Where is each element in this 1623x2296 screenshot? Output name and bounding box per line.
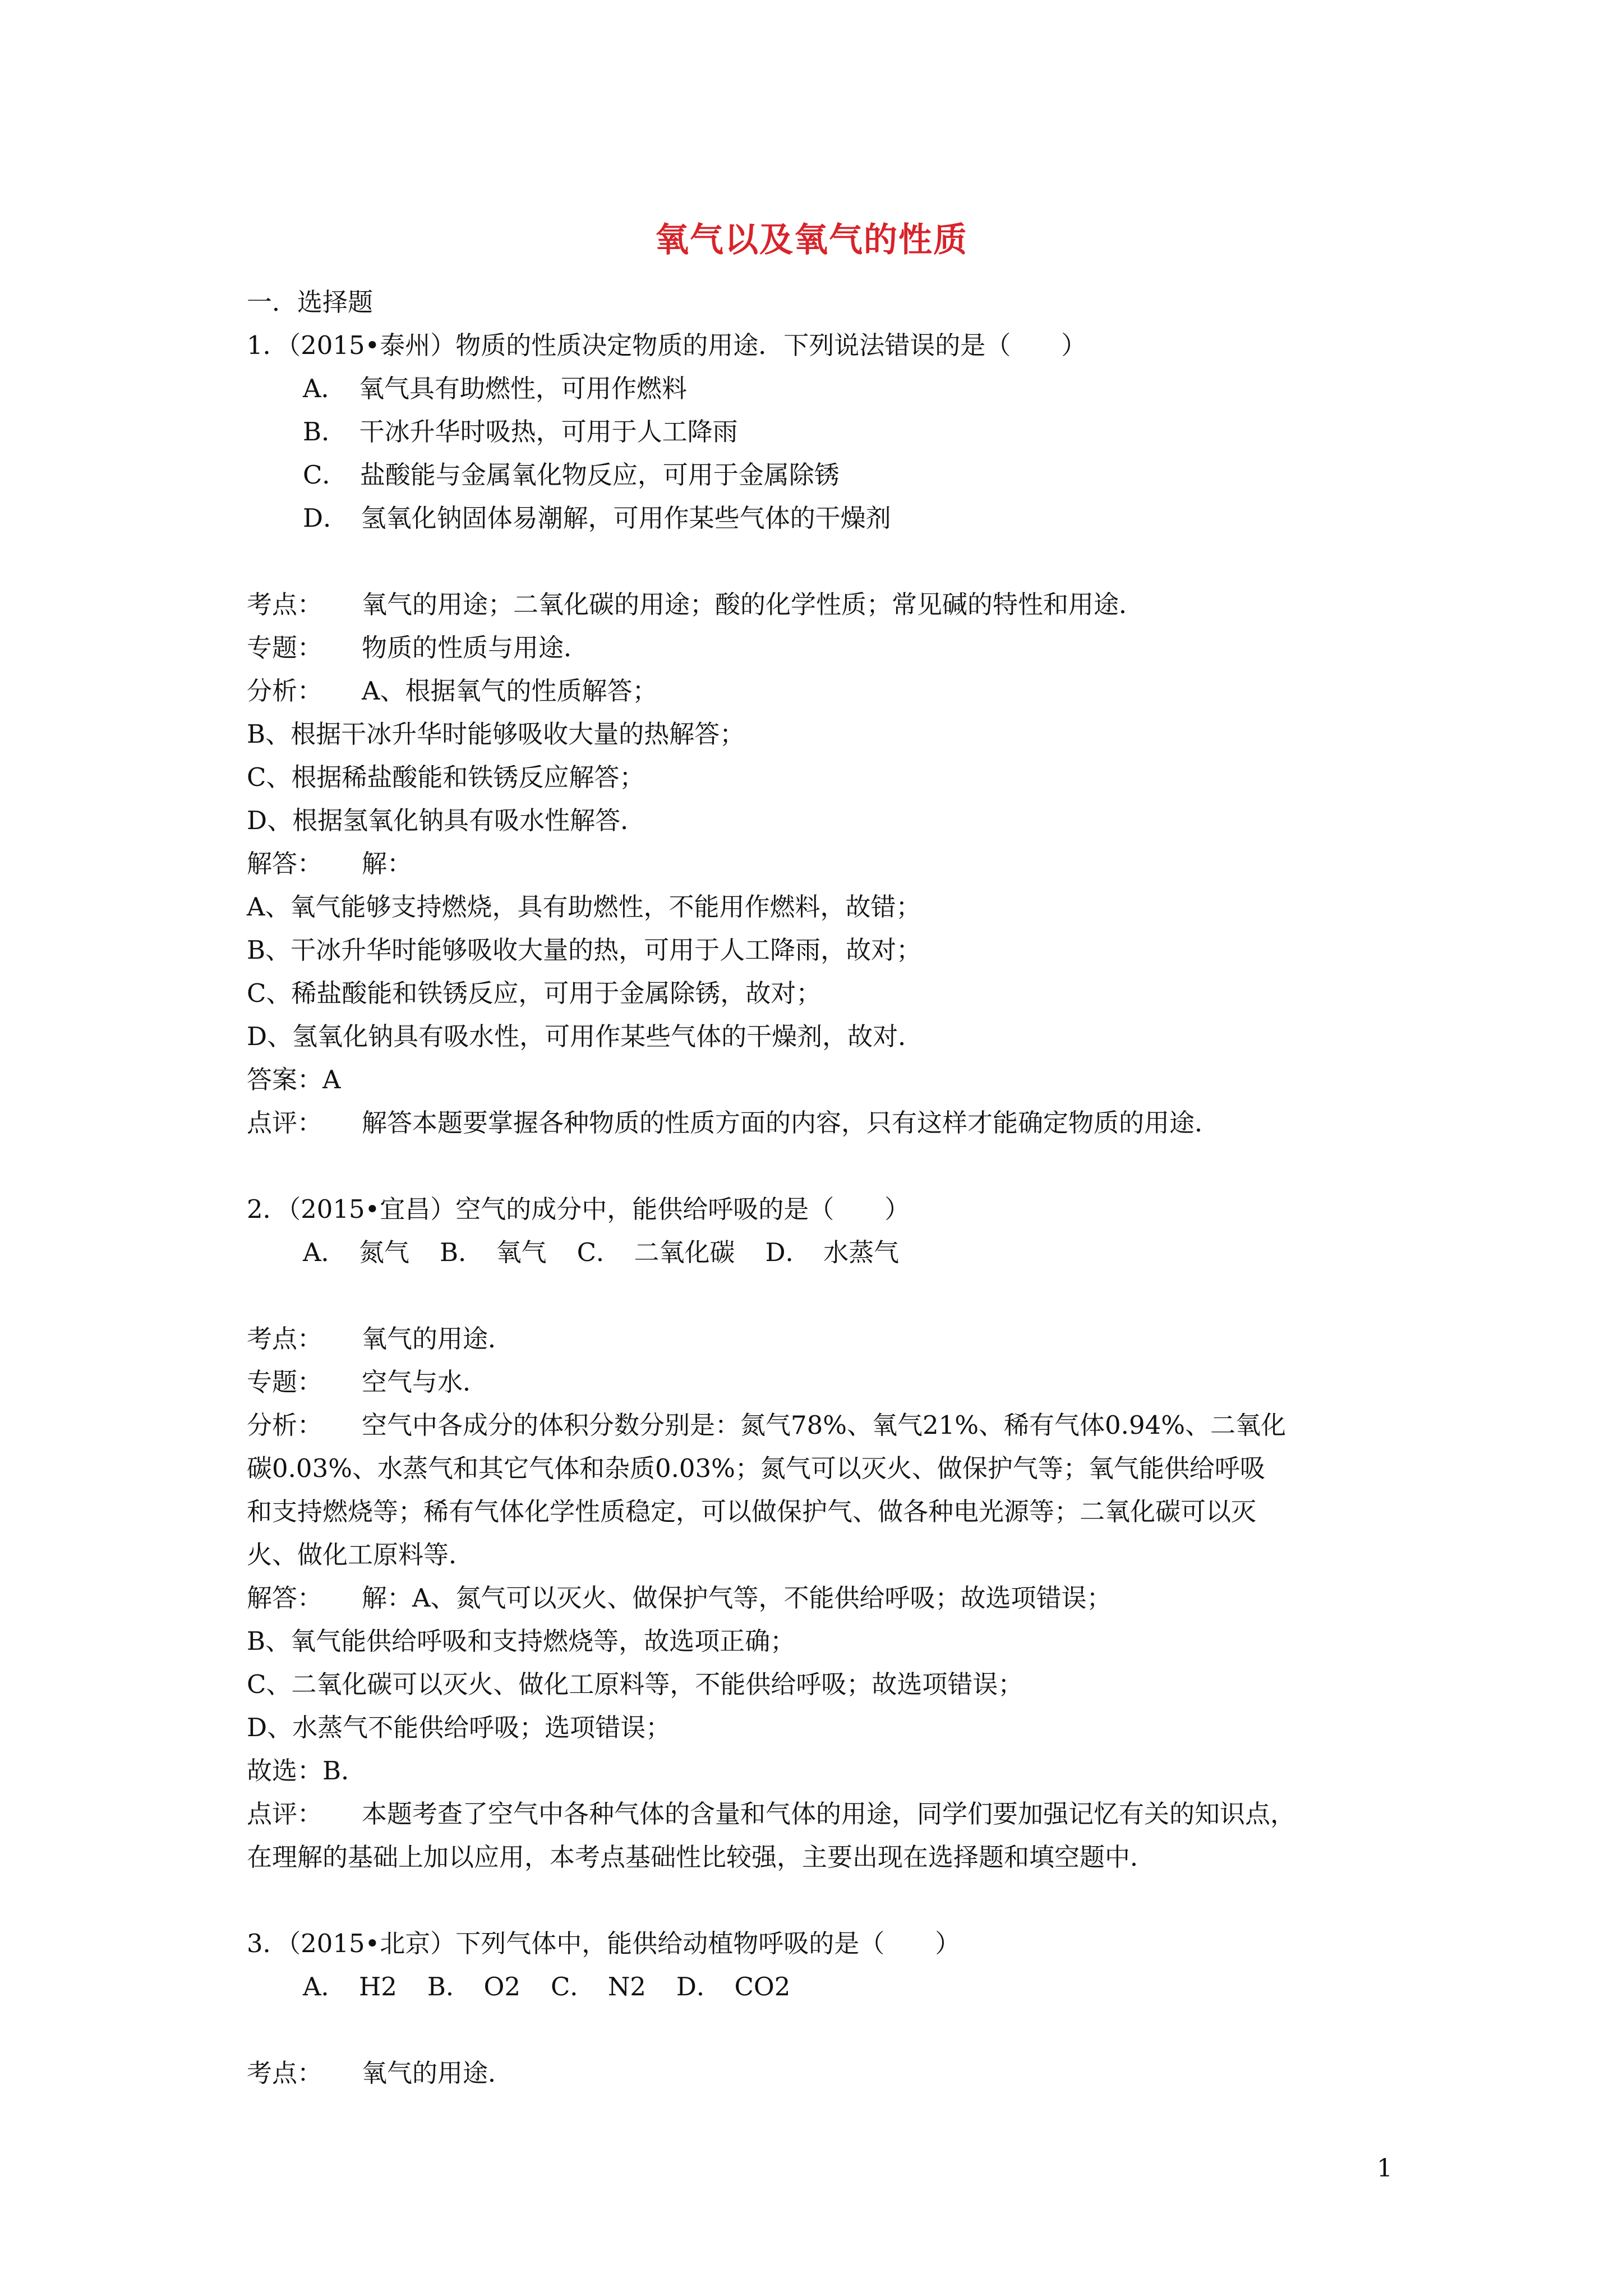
q2-stem: 2．（2015•宜昌）空气的成分中，能供给呼吸的是（ ） xyxy=(247,1194,910,1224)
q2-jieda-label: 解答： xyxy=(247,1583,323,1613)
q2-option-c: C． 二氧化碳 xyxy=(577,1237,735,1267)
q1-kaodian-text: 氧气的用途；二氧化碳的用途；酸的化学性质；常见碱的特性和用途． xyxy=(362,590,1145,619)
q2-jieda-line-2: C、二氧化碳可以灭火、做化工原料等，不能供给呼吸；故选项错误； xyxy=(247,1669,1023,1699)
q1-option-a: A． 氧气具有助燃性，可用作燃料 xyxy=(303,374,687,403)
q1-fenxi-line-1: A、根据氧气的性质解答； xyxy=(362,676,658,706)
q1-dianping xyxy=(247,1101,1402,1144)
q2-jieda-line-3: D、水蒸气不能供给呼吸；选项错误； xyxy=(247,1713,671,1742)
q2-fenxi-label: 分析： xyxy=(247,1410,323,1440)
q1-fenxi-line-3: C、根据稀盐酸能和铁锈反应解答； xyxy=(247,762,645,792)
q2-fenxi-line-2: 碳0.03%、水蒸气和其它气体和杂质0.03%；氮气可以灭火、做保护气等；氧气能供给呼吸 xyxy=(247,1453,1265,1483)
q2-dianping-label: 点评： xyxy=(247,1799,323,1829)
q2-jieda-line-1: B、氧气能供给呼吸和支持燃烧等，故选项正确； xyxy=(247,1626,796,1656)
q1-zhuanti-label: 专题： xyxy=(247,633,323,662)
q1-option-b: B． 干冰升华时吸热，可用于人工降雨 xyxy=(303,417,738,447)
q2-zhuanti-label: 专题： xyxy=(247,1367,323,1397)
page-title: 氧气以及氧气的性质 xyxy=(655,220,968,260)
q1-fenxi xyxy=(247,669,1402,712)
q1-kaodian-label: 考点： xyxy=(247,590,323,619)
q1-option-c: C． 盐酸能与金属氧化物反应，可用于金属除锈 xyxy=(303,460,840,490)
document-body xyxy=(247,280,1402,2095)
q1-option-d: D． 氢氧化钠固体易潮解，可用作某些气体的干燥剂 xyxy=(303,503,891,533)
q1-jieda-head: 解： xyxy=(362,849,413,878)
q3-option-c: C． N2 xyxy=(550,1972,646,2001)
page-number: 1 xyxy=(1377,2154,1393,2183)
q1-fenxi-line-2: B、根据干冰升华时能够吸收大量的热解答； xyxy=(247,719,745,749)
q2-answer: 故选：B． xyxy=(247,1756,367,1786)
q3-option-a: A． H2 xyxy=(303,1972,397,2001)
q2-fenxi-line-1: 空气中各成分的体积分数分别是：氮气78%、氧气21%、稀有气体0.94%、二氧化 xyxy=(362,1410,1286,1440)
q2-zhuanti-text: 空气与水． xyxy=(362,1367,488,1397)
q3-kaodian xyxy=(247,2051,1402,2095)
q2-fenxi xyxy=(247,1404,1402,1447)
q3-options xyxy=(247,1965,1402,2008)
q2-option-d: D． 水蒸气 xyxy=(765,1237,900,1267)
q3-stem: 3．（2015•北京）下列气体中，能供给动植物呼吸的是（ ） xyxy=(247,1929,961,1958)
q1-answer: 答案：A xyxy=(247,1065,341,1094)
q1-jieda-label: 解答： xyxy=(247,849,323,878)
q2-kaodian-label: 考点： xyxy=(247,1324,323,1354)
q1-dianping-label: 点评： xyxy=(247,1108,323,1138)
q2-options xyxy=(247,1231,1402,1274)
q1-jieda-line-2: B、干冰升华时能够吸收大量的热，可用于人工降雨，故对； xyxy=(247,935,922,965)
q2-dianping xyxy=(247,1792,1402,1835)
section-heading: 一．选择题 xyxy=(247,287,374,317)
q2-dianping-line-1: 本题考查了空气中各种气体的含量和气体的用途，同学们要加强记忆有关的知识点， xyxy=(362,1799,1296,1829)
q3-option-d: D． CO2 xyxy=(676,1972,791,2001)
q2-option-a: A． 氮气 xyxy=(303,1237,409,1267)
q1-zhuanti-text: 物质的性质与用途． xyxy=(362,633,589,662)
q3-option-b: B． O2 xyxy=(427,1972,520,2001)
q1-jieda-line-1: A、氧气能够支持燃烧，具有助燃性，不能用作燃料，故错； xyxy=(247,892,921,922)
q2-dianping-line-2: 在理解的基础上加以应用，本考点基础性比较强，主要出现在选择题和填空题中． xyxy=(247,1842,1156,1872)
q1-jieda-line-3: C、稀盐酸能和铁锈反应，可用于金属除锈，故对； xyxy=(247,978,822,1008)
q1-zhuanti xyxy=(247,626,1402,669)
q2-kaodian-text: 氧气的用途． xyxy=(362,1324,514,1354)
q2-option-b: B． 氧气 xyxy=(440,1237,547,1267)
q2-kaodian xyxy=(247,1317,1402,1360)
q3-kaodian-label: 考点： xyxy=(247,2058,323,2088)
q2-fenxi-line-4: 火、做化工原料等． xyxy=(247,1540,474,1570)
q1-stem: 1．（2015•泰州）物质的性质决定物质的用途．下列说法错误的是（ ） xyxy=(247,330,1087,360)
q2-fenxi-line-3: 和支持燃烧等；稀有气体化学性质稳定，可以做保护气、做各种电光源等；二氧化碳可以灭 xyxy=(247,1497,1257,1526)
q1-fenxi-line-4: D、根据氢氧化钠具有吸水性解答． xyxy=(247,806,646,835)
q2-jieda xyxy=(247,1576,1402,1619)
q1-kaodian xyxy=(247,583,1402,626)
q2-jieda-head: 解：A、氮气可以灭火、做保护气等，不能供给呼吸；故选项错误； xyxy=(362,1583,1112,1613)
q1-dianping-text: 解答本题要掌握各种物质的性质方面的内容，只有这样才能确定物质的用途． xyxy=(362,1108,1220,1138)
q1-jieda xyxy=(247,842,1402,885)
q1-jieda-line-4: D、氢氧化钠具有吸水性，可用作某些气体的干燥剂，故对． xyxy=(247,1022,924,1051)
q3-kaodian-text: 氧气的用途． xyxy=(362,2058,514,2088)
q1-fenxi-label: 分析： xyxy=(247,676,323,706)
q2-zhuanti xyxy=(247,1360,1402,1404)
